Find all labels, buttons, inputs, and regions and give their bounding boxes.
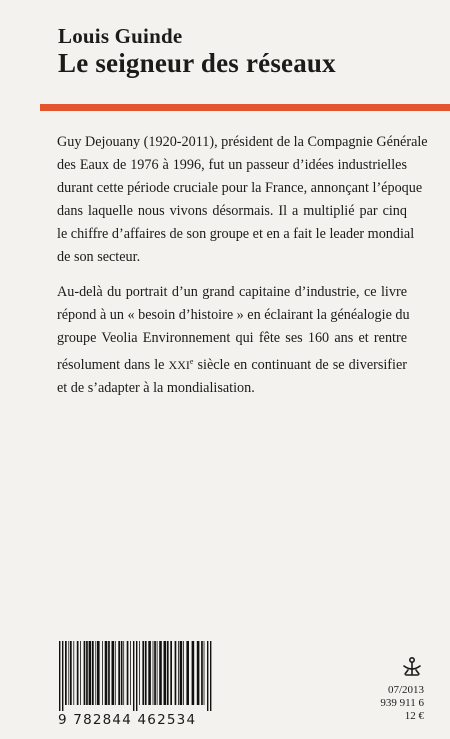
publisher-emblem-icon <box>401 656 423 678</box>
blurb-paragraph-2 <box>57 281 410 400</box>
blurb-paragraph-1 <box>57 131 428 269</box>
barcode-bar <box>130 641 131 705</box>
barcode-bar <box>77 641 79 705</box>
barcode-bar <box>204 641 205 705</box>
blurb-line: et de s’adapter à la mondialisation. <box>57 380 255 396</box>
accent-rule <box>40 104 450 111</box>
barcode-guard-bar <box>210 641 211 711</box>
isbn-number: 9 782844 462534 <box>58 712 197 728</box>
barcode-bar <box>115 641 116 705</box>
price: 12 € <box>404 710 424 722</box>
barcode-bar <box>68 641 69 705</box>
barcode-bar <box>121 641 123 705</box>
barcode-bar <box>192 641 195 705</box>
barcode-bar <box>73 641 74 705</box>
publication-date: 07/2013 <box>387 684 424 696</box>
blurb-line: durant cette période cruciale pour la France, annonçant l’époque <box>57 180 423 196</box>
barcode-guard-bar <box>136 641 137 711</box>
barcode-bar <box>178 641 179 705</box>
barcode-bar <box>164 641 167 705</box>
catalog-code: 939 911 6 <box>380 697 424 709</box>
isbn-barcode <box>58 641 212 711</box>
blurb-line: de son secteur. <box>57 249 141 265</box>
barcode-bar <box>70 641 72 705</box>
barcode-bar <box>92 641 94 705</box>
blurb-line: des Eaux de 1976 à 1996, fut un passeur d’idées industrielles <box>57 157 407 173</box>
barcode-guard-bar <box>62 641 63 711</box>
century-numeral: XXI <box>168 358 190 372</box>
barcode-bar <box>86 641 88 705</box>
barcode-bar <box>197 641 200 705</box>
author-name: Louis Guinde <box>58 24 183 48</box>
blurb-line: le chiffre d’affaires de son groupe et en a fait le leader mondial <box>57 226 415 242</box>
barcode-bar <box>201 641 203 705</box>
barcode-bar <box>65 641 67 705</box>
barcode-bar <box>108 641 110 705</box>
barcode-bar <box>84 641 86 705</box>
blurb-line <box>57 350 407 377</box>
barcode-bar <box>170 641 172 705</box>
blurb-line: Guy Dejouany (1920-2011), président de la Compagnie Générale <box>57 134 428 150</box>
barcode-bar <box>142 641 144 705</box>
barcode-bar <box>148 641 151 705</box>
century-superscript: e <box>189 357 194 366</box>
barcode-bar <box>167 641 169 705</box>
barcode-bar <box>127 641 129 705</box>
line-text: résolument dans le <box>57 357 169 373</box>
barcode-bar <box>145 641 147 705</box>
line-text: siècle en continuant de se diversifier <box>193 357 407 373</box>
barcode-bar <box>183 641 184 705</box>
blurb-line: groupe Veolia Environnement qui fête ses 160 ans et rentre <box>57 330 407 346</box>
barcode-bar <box>157 641 158 705</box>
barcode-bar <box>153 641 154 705</box>
barcode-bar <box>180 641 183 705</box>
barcode-guard-bar <box>207 641 208 711</box>
barcode-bar <box>80 641 81 705</box>
barcode-bar <box>105 641 108 705</box>
blurb-line: répond à un « besoin d’histoire » en éclairant la généalogie du <box>57 307 410 323</box>
book-title: Le seigneur des réseaux <box>58 48 336 78</box>
blurb-line: Au-delà du portrait d’un grand capitaine d’industrie, ce livre <box>57 284 407 300</box>
barcode-bar <box>95 641 96 705</box>
barcode-guard-bar <box>133 641 134 711</box>
barcode-bar <box>175 641 177 705</box>
barcode-bar <box>159 641 162 705</box>
barcode-bar <box>112 641 115 705</box>
barcode-bar <box>97 641 100 705</box>
barcode-bar <box>102 641 103 705</box>
barcode-bar <box>123 641 124 705</box>
barcode-guard-bar <box>59 641 60 711</box>
barcode-bar <box>139 641 140 705</box>
barcode-bar <box>118 641 120 705</box>
barcode-bar <box>89 641 92 705</box>
blurb-line: dans laquelle nous vivons désormais. Il a multiplié par cinq <box>57 203 407 219</box>
barcode-bar <box>186 641 189 705</box>
barcode-bar <box>154 641 156 705</box>
